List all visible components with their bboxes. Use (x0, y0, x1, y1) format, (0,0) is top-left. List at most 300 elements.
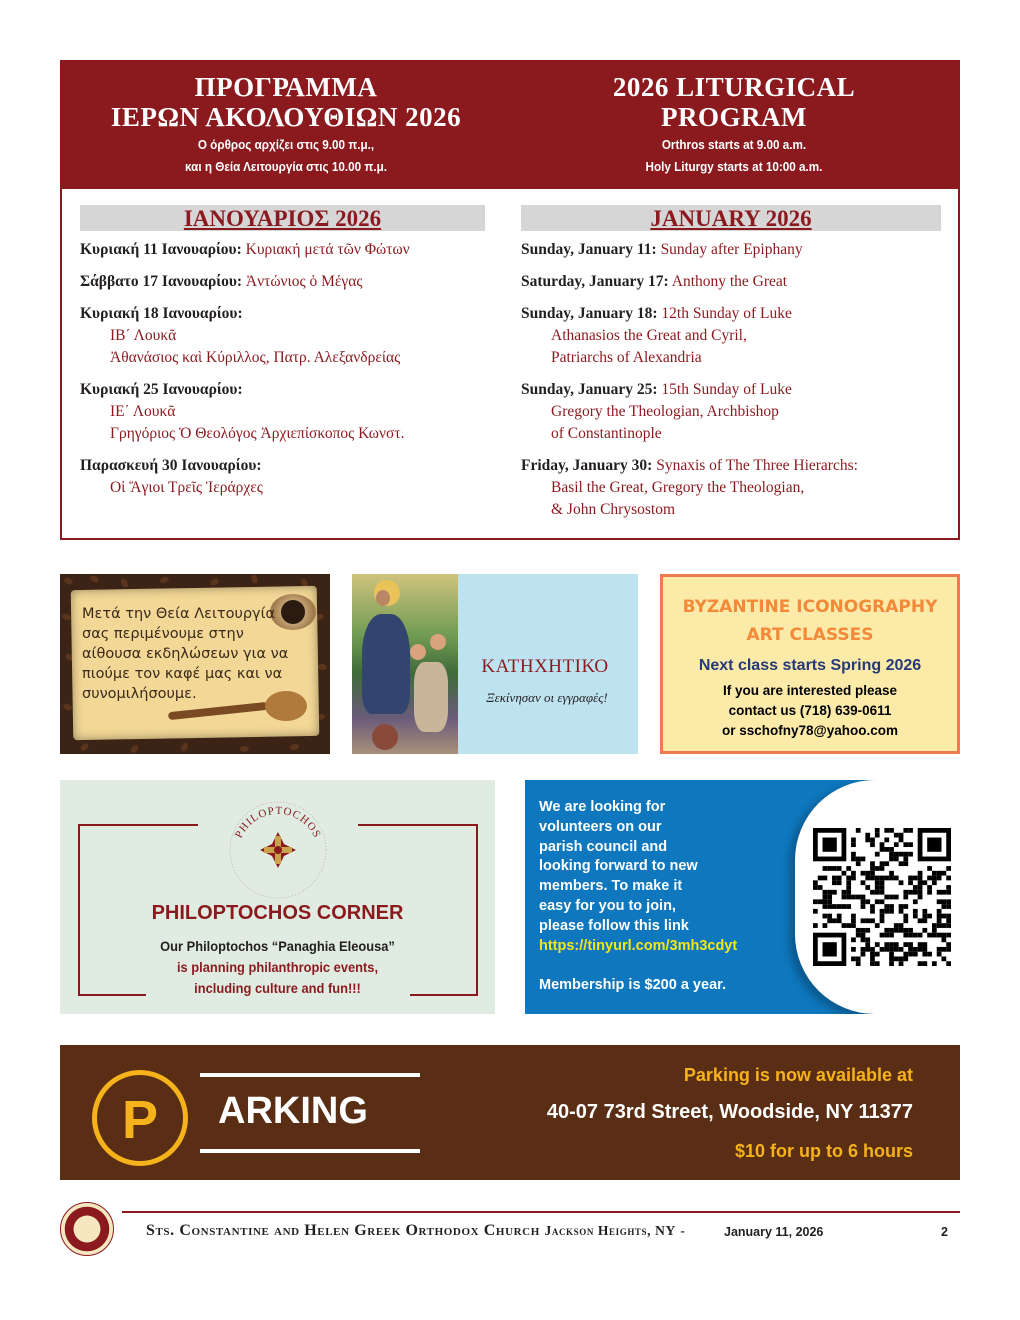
qr-module (846, 880, 851, 885)
greek-sub-line2: και η Θεία Λειτουργία στις 10.00 π.μ. (184, 159, 387, 174)
qr-module (884, 904, 889, 909)
qr-module (865, 899, 870, 904)
catechism-box (352, 574, 638, 754)
qr-module (880, 861, 885, 866)
qr-module (918, 876, 923, 881)
qr-module (927, 890, 932, 895)
qr-module (813, 909, 818, 914)
parking-availability: Parking is now available at (683, 1065, 913, 1085)
qr-module (865, 833, 870, 838)
qr-module (880, 880, 885, 885)
qr-module (894, 842, 899, 847)
qr-module (908, 876, 913, 881)
qr-module (918, 885, 923, 890)
qr-module (946, 918, 951, 923)
schedule-feast: Anthony the Great (671, 273, 788, 290)
qr-module (908, 942, 913, 947)
qr-module (832, 904, 837, 909)
qr-module (927, 876, 932, 881)
schedule-detail-line: Οἱ Ἅγιοι Τρεῖς Ἱεράρχες (110, 479, 263, 496)
english-schedule-list (521, 239, 951, 531)
qr-module (846, 904, 851, 909)
qr-module (941, 899, 946, 904)
qr-module (903, 952, 908, 957)
parking-rule-top (200, 1073, 420, 1077)
qr-module (837, 880, 842, 885)
qr-module (870, 861, 875, 866)
qr-module (832, 880, 837, 885)
membership-fee: Membership is $200 a year. (539, 977, 726, 994)
qr-module (889, 847, 894, 852)
qr-module (884, 828, 889, 833)
coffee-hour-box (60, 574, 330, 754)
qr-module (918, 942, 923, 947)
schedule-date: Sunday, January 11: (521, 241, 657, 258)
qr-module (937, 933, 942, 938)
signup-link[interactable]: https://tinyurl.com/3mh3cdyt (539, 937, 738, 954)
qr-module (941, 923, 946, 928)
qr-module (865, 918, 870, 923)
schedule-entry-head (80, 379, 500, 401)
qr-module (846, 885, 851, 890)
qr-module (922, 928, 927, 933)
qr-module (903, 842, 908, 847)
schedule-entry-head (521, 303, 951, 325)
schedule-detail-line: Gregory the Theologian, Archbishop (551, 403, 779, 420)
qr-module (875, 833, 880, 838)
qr-module (889, 852, 894, 857)
qr-module (823, 942, 837, 956)
qr-module (884, 947, 889, 952)
qr-module (913, 899, 918, 904)
qr-module (908, 828, 913, 833)
qr-module (827, 866, 832, 871)
volunteer-spacer (539, 956, 789, 976)
qr-module (899, 956, 904, 961)
qr-module (832, 890, 837, 895)
qr-module (842, 904, 847, 909)
qr-module (889, 871, 894, 876)
qr-module (932, 876, 937, 881)
coffee-bean-icon (209, 577, 220, 587)
qr-module (913, 876, 918, 881)
qr-module (899, 947, 904, 952)
philoptochos-line3: including culture and fun!!! (194, 980, 361, 996)
qr-module (941, 890, 946, 895)
qr-module (851, 956, 856, 961)
qr-module (842, 871, 847, 876)
greek-sub-line1: Ο όρθρος αρχίζει στις 9.00 π.μ., (197, 137, 375, 152)
schedule-feast: 12th Sunday of Luke (661, 305, 792, 322)
qr-module (823, 895, 828, 900)
qr-module (851, 923, 856, 928)
qr-module (875, 828, 880, 833)
qr-module (889, 904, 894, 909)
coffee-line: πιούμε τον καφέ μας και να (82, 666, 283, 682)
schedule-feast: Κυριακή μετά τῶν Φώτων (245, 241, 410, 258)
qr-module (837, 918, 842, 923)
parish-council-box (525, 780, 960, 1014)
schedule-detail-line: & John Chrysostom (551, 501, 676, 518)
qr-module (918, 961, 923, 966)
qr-module (870, 904, 875, 909)
qr-module (880, 909, 885, 914)
english-header (510, 72, 958, 178)
qr-module (842, 895, 847, 900)
qr-module (870, 876, 875, 881)
qr-module (875, 890, 880, 895)
qr-module (889, 961, 894, 966)
schedule-entry-head (80, 271, 500, 293)
qr-module (875, 961, 880, 966)
qr-module (813, 885, 818, 890)
qr-module (903, 914, 908, 919)
qr-module (865, 838, 870, 843)
qr-module (918, 890, 923, 895)
schedule-detail-line: Athanasios the Great and Cyril, (551, 327, 747, 344)
qr-module (884, 928, 889, 933)
qr-module (894, 833, 899, 838)
qr-module (870, 956, 875, 961)
qr-module (870, 952, 875, 957)
schedule-date: Sunday, January 25: (521, 381, 658, 398)
schedule-entry (521, 379, 951, 445)
qr-module (856, 928, 861, 933)
qr-module (927, 838, 941, 852)
qr-module (899, 852, 904, 857)
qr-module (875, 876, 880, 881)
qr-module (903, 861, 908, 866)
parking-p-letter: P (121, 1090, 159, 1150)
qr-module (932, 928, 937, 933)
qr-module (837, 876, 842, 881)
qr-module (827, 904, 832, 909)
qr-module (918, 871, 923, 876)
schedule-entry (521, 239, 951, 261)
qr-module (842, 923, 847, 928)
greek-subtitle (84, 134, 487, 178)
coffee-bean-icon (79, 742, 90, 752)
qr-module (851, 895, 856, 900)
qr-module (875, 880, 880, 885)
philoptochos-text (77, 936, 477, 999)
schedule-feast: Ἀντώνιος ὁ Μέγας (245, 273, 363, 290)
qr-module (870, 961, 875, 966)
schedule-entry-head (521, 271, 951, 293)
greek-title-line2: ΙΕΡΩΝ ΑΚΟΛΟΥΘΙΩΝ 2026 (110, 102, 462, 132)
coffee-bean-icon (318, 664, 328, 671)
parking-address: 40-07 73rd Street, Woodside, NY 11377 (546, 1101, 913, 1123)
qr-module (884, 847, 889, 852)
schedule-date: Sunday, January 18: (521, 305, 658, 322)
qr-module (946, 866, 951, 871)
qr-module (880, 947, 885, 952)
church-seal-icon (60, 1202, 114, 1256)
qr-module (832, 866, 837, 871)
qr-module (937, 952, 942, 957)
greek-header (62, 72, 510, 178)
qr-module (899, 833, 904, 838)
coffee-bean-icon (250, 574, 259, 584)
schedule-detail-line: Ἀθανάσιος καὶ Κύριλλος, Πατρ. Αλεξανδρείας (110, 349, 401, 366)
schedule-detail-line: Basil the Great, Gregory the Theologian, (551, 479, 805, 496)
qr-module (889, 876, 894, 881)
qr-module (861, 857, 866, 862)
qr-module (946, 885, 951, 890)
philoptochos-logo-text: PHILOPTOCHOS (232, 804, 324, 841)
qr-module (813, 923, 818, 928)
qr-module (875, 899, 880, 904)
qr-module (918, 918, 923, 923)
qr-module (870, 947, 875, 952)
parking-rule-bottom (200, 1149, 420, 1153)
church-location: Jackson Heights, NY (544, 1223, 676, 1238)
qr-module (851, 876, 856, 881)
qr-module (875, 866, 880, 871)
qr-module (903, 890, 908, 895)
qr-module (884, 933, 889, 938)
next-class-text: Next class starts Spring 2026 (698, 657, 922, 674)
qr-module (903, 857, 908, 862)
qr-module (908, 842, 913, 847)
qr-module (884, 861, 889, 866)
schedule-entry-head (80, 239, 500, 261)
volunteer-line: members. To make it (539, 878, 683, 895)
coffee-line: σας περιμένουμε στην (82, 626, 244, 642)
qr-module (884, 909, 889, 914)
schedule-feast: Sunday after Epiphany (660, 241, 803, 258)
qr-module (903, 918, 908, 923)
qr-module (856, 895, 861, 900)
qr-module (851, 918, 856, 923)
schedule-entry (521, 271, 951, 293)
qr-module (937, 918, 942, 923)
qr-module (851, 947, 856, 952)
qr-module (932, 923, 937, 928)
qr-module (861, 928, 866, 933)
qr-module (903, 852, 908, 857)
qr-module (823, 899, 828, 904)
volunteer-line: looking forward to new (539, 858, 698, 875)
qr-module (861, 899, 866, 904)
qr-module (918, 895, 923, 900)
qr-module (913, 890, 918, 895)
qr-module (880, 933, 885, 938)
schedule-date: Κυριακή 25 Ιανουαρίου: (80, 381, 243, 398)
qr-module (832, 876, 837, 881)
qr-module (903, 928, 908, 933)
qr-module (875, 952, 880, 957)
qr-module (827, 899, 832, 904)
qr-module (880, 890, 885, 895)
qr-module (894, 956, 899, 961)
qr-module (894, 857, 899, 862)
qr-module (856, 961, 861, 966)
qr-module (937, 909, 942, 914)
qr-module (870, 871, 875, 876)
qr-module (913, 952, 918, 957)
qr-module (832, 918, 837, 923)
volunteer-line: volunteers on our (539, 818, 662, 835)
qr-module (903, 956, 908, 961)
contact-phone: contact us (718) 639-0611 (728, 703, 892, 718)
coffee-line: Μετά την Θεία Λειτουργία (82, 606, 276, 622)
qr-module (889, 895, 894, 900)
coffee-hour-text (82, 604, 302, 704)
schedule-date: Παρασκευή 30 Ιανουαρίου: (80, 457, 262, 474)
iconography-title-line2: ART CLASSES (746, 625, 874, 645)
qr-module (861, 933, 866, 938)
iconography-title-line1: BYZANTINE ICONOGRAPHY (682, 597, 938, 617)
schedule-feast: 15th Sunday of Luke (661, 381, 792, 398)
schedule-date: Κυριακή 18 Ιανουαρίου: (80, 305, 243, 322)
qr-module (880, 885, 885, 890)
parking-p-icon (92, 1070, 188, 1166)
qr-module (941, 947, 946, 952)
qr-module (922, 914, 927, 919)
greek-title-line1: ΠΡΟΓΡΑΜΜΑ (194, 72, 378, 102)
qr-module (932, 871, 937, 876)
qr-module (937, 890, 942, 895)
qr-module (880, 876, 885, 881)
qr-module (875, 923, 880, 928)
qr-module (865, 937, 870, 942)
qr-module (894, 876, 899, 881)
liturgical-program (60, 60, 960, 540)
qr-module (851, 852, 856, 857)
qr-module (946, 904, 951, 909)
qr-module (846, 876, 851, 881)
qr-module (846, 866, 851, 871)
qr-module (842, 890, 847, 895)
qr-module (908, 952, 913, 957)
qr-module (889, 952, 894, 957)
qr-module (889, 947, 894, 952)
qr-module (851, 871, 856, 876)
schedule-date: Σάββατο 17 Ιανουαρίου: (80, 273, 243, 290)
qr-code-icon[interactable] (813, 828, 951, 966)
qr-module (823, 923, 828, 928)
qr-module (813, 899, 818, 904)
qr-module (894, 928, 899, 933)
qr-module (946, 923, 951, 928)
schedule-entry-head (80, 303, 500, 325)
footer-separator: - (680, 1223, 686, 1238)
qr-module (922, 942, 927, 947)
qr-module (880, 918, 885, 923)
qr-module (884, 876, 889, 881)
qr-module (913, 914, 918, 919)
qr-module (946, 914, 951, 919)
coffee-bean-icon (61, 613, 71, 621)
qr-module (932, 961, 937, 966)
coffee-bean-icon (240, 746, 249, 752)
schedule-entry (80, 239, 500, 261)
qr-module (861, 918, 866, 923)
qr-module (861, 880, 866, 885)
church-name: Sts. Constantine and Helen Greek Orthodox Church (146, 1222, 540, 1239)
qr-module (889, 928, 894, 933)
qr-module (913, 933, 918, 938)
qr-module (865, 871, 870, 876)
qr-module (861, 947, 866, 952)
qr-module (870, 866, 875, 871)
schedule-entry (521, 303, 951, 369)
qr-module (880, 842, 885, 847)
qr-module (823, 904, 828, 909)
schedule-entry (80, 303, 500, 369)
qr-module (946, 933, 951, 938)
coffee-bean-icon (120, 578, 130, 589)
qr-module (908, 933, 913, 938)
qr-module (913, 885, 918, 890)
schedule-entry-head (80, 455, 500, 477)
philoptochos-logo (222, 794, 334, 906)
english-sub-line2: Holy Liturgy starts at 10:00 a.m. (645, 159, 823, 174)
qr-module (946, 876, 951, 881)
qr-module (899, 923, 904, 928)
qr-module (903, 904, 908, 909)
qr-module (913, 909, 918, 914)
qr-module (913, 947, 918, 952)
qr-module (880, 847, 885, 852)
english-subtitle (532, 134, 935, 178)
qr-module (899, 838, 904, 843)
qr-module (856, 861, 861, 866)
footer-church-name (146, 1222, 686, 1240)
qr-module (937, 871, 942, 876)
qr-module (880, 899, 885, 904)
iconography-contact (663, 681, 957, 741)
qr-module (894, 852, 899, 857)
qr-module (918, 880, 923, 885)
philoptochos-line1: Our Philoptochos “Panaghia Eleousa” (160, 938, 395, 954)
qr-module (861, 952, 866, 957)
qr-module (932, 933, 937, 938)
qr-module (818, 899, 823, 904)
coffee-bean-icon (180, 742, 190, 753)
schedule-entry (521, 455, 951, 521)
qr-module (899, 961, 904, 966)
footer-rule (122, 1211, 960, 1213)
qr-module (851, 937, 856, 942)
english-month-heading: JANUARY 2026 (521, 205, 941, 231)
qr-module (941, 937, 946, 942)
greek-month-heading: ΙΑΝΟΥΑΡΙΟΣ 2026 (80, 205, 485, 231)
qr-module (889, 828, 894, 833)
english-title-line1: 2026 LITURGICAL (612, 72, 856, 102)
qr-module (922, 947, 927, 952)
schedule-detail-line: of Constantinople (551, 425, 662, 442)
qr-module (908, 928, 913, 933)
qr-module (884, 942, 889, 947)
qr-module (837, 866, 842, 871)
schedule-entry (80, 379, 500, 445)
qr-module (827, 895, 832, 900)
qr-module (870, 909, 875, 914)
qr-module (875, 852, 880, 857)
qr-module (823, 866, 828, 871)
qr-module (918, 933, 923, 938)
qr-module (870, 890, 875, 895)
qr-module (851, 914, 856, 919)
qr-module (865, 876, 870, 881)
qr-module (875, 885, 880, 890)
qr-module (899, 904, 904, 909)
coffee-line: συνομιλήσουμε. (82, 686, 197, 702)
qr-module (946, 942, 951, 947)
qr-module (922, 918, 927, 923)
